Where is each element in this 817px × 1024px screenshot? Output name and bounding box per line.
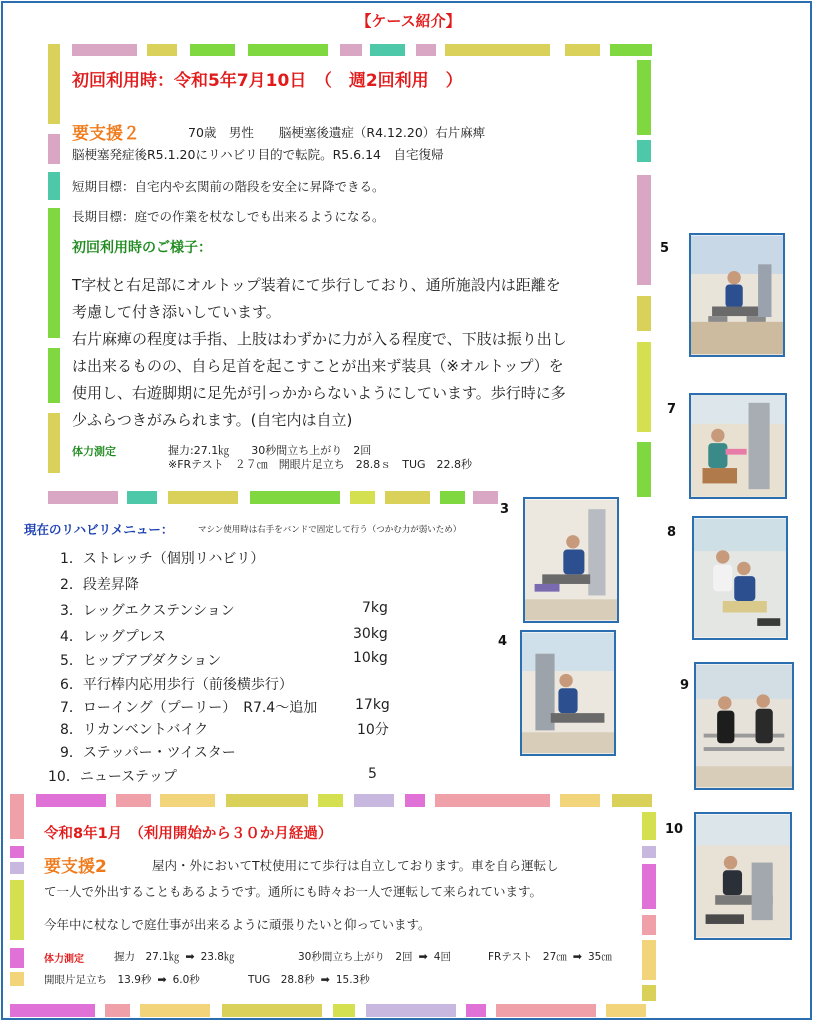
fitness-label-initial: 体力測定 (72, 445, 116, 458)
menu-item (60, 650, 221, 670)
menu-item-value: 10kg (353, 650, 388, 666)
menu-item (60, 626, 166, 646)
care-level-initial: 要支援２ (72, 124, 140, 144)
menu-item-number: 7． (60, 700, 83, 716)
photo-number: 4 (498, 634, 508, 649)
menu-item (60, 548, 264, 568)
menu-item (60, 697, 317, 717)
condition-line: 使用し、右遊脚期に足先が引っかからないようにしています。歩行時に多 (72, 384, 566, 402)
fr-measure (488, 949, 612, 964)
photo-leg-extension (523, 497, 619, 623)
photo-number: 5 (660, 241, 670, 256)
fr-before: FRテスト 27㎝ (488, 951, 567, 963)
menu-item-number: 1． (60, 551, 83, 567)
arrow-icon: ➡ (157, 973, 167, 986)
menu-item-value: 5 (368, 766, 377, 782)
fitness-initial-line2: ※FRテスト ２７㎝ 開眼片足立ち 28.8ｓ TUG 22.8秒 (168, 458, 473, 471)
menu-item-value: 7kg (362, 600, 388, 616)
menu-item (60, 600, 235, 620)
condition-heading: 初回利用時のご様子： (72, 240, 212, 256)
menu-item-name: ストレッチ（個別リハビリ） (82, 551, 265, 567)
grip-measure (114, 949, 235, 964)
stand-after: 4回 (433, 951, 451, 963)
arrow-icon: ➡ (418, 950, 428, 963)
photo-number: 3 (500, 502, 510, 517)
menu-item-number: 9． (60, 745, 83, 761)
menu-item-number: 6． (60, 677, 83, 693)
one-leg-before: 開眼片足立ち 13.9秒 (44, 974, 152, 986)
photo-recumbent-bike (692, 516, 788, 640)
menu-item-value: 10分 (357, 722, 389, 738)
fr-after: 35㎝ (588, 951, 612, 963)
page-title: 【ケース紹介】 (356, 12, 461, 30)
menu-note: マシン使用時は右手をバンドで固定して行う（つかむ力が弱いため） (198, 525, 462, 535)
menu-item-value: 17kg (355, 697, 390, 713)
current-line2: て一人で外出することもあるようです。通所にも時々お一人で運転して来られています。 (44, 884, 543, 899)
long-term-goal: 長期目標：庭での作業を杖なしでも出来るようになる。 (72, 209, 385, 224)
condition-line: は出来るものの、自ら足首を起こすことが出来ず装具（※オルトップ）を (72, 357, 564, 375)
photo-number: 8 (667, 525, 677, 540)
menu-item-name: ヒップアブダクション (82, 653, 222, 669)
current-heading: 令和8年1月 （利用開始から３０か月経過） (44, 826, 333, 842)
history-text: 脳梗塞発症後R5.1.20にリハビリ目的で転院。R5.6.14 自宅復帰 (72, 147, 444, 162)
condition-line: T字杖と右足部にオルトップ装着にて歩行しており、通所施設内は距離を (72, 276, 561, 294)
tug-after: 15.3秒 (335, 974, 370, 986)
photo-number: 10 (665, 822, 684, 837)
photo-number: 9 (680, 678, 690, 693)
current-line3: 今年中に杖なしで庭仕事が出来るように頑張りたいと仰っています。 (44, 917, 431, 932)
photo-leg-press (520, 630, 616, 756)
tug-before: TUG 28.8秒 (248, 974, 315, 986)
menu-item-name: リカンベントバイク (82, 722, 209, 738)
photo-number: 7 (667, 402, 677, 417)
menu-item (60, 574, 139, 594)
arrow-icon: ➡ (572, 950, 582, 963)
menu-heading: 現在のリハビリメニュー： (24, 522, 174, 537)
one-leg-after: 6.0秒 (172, 974, 200, 986)
photo-hip-abduction (689, 233, 785, 357)
photo-parallel-bars (694, 662, 794, 790)
care-level-current: 要支援2 (44, 857, 107, 877)
stand-before: 30秒間立ち上がり 2回 (298, 951, 413, 963)
current-line1: 屋内・外においてT杖使用にて歩行は自立しております。車を自ら運転し (152, 858, 559, 873)
menu-item (48, 766, 177, 786)
menu-item-number: 10． (48, 769, 80, 785)
photo-rowing (689, 393, 787, 499)
grip-after: 23.8㎏ (200, 951, 235, 963)
menu-item-name: ローイング（プーリー） R7.4～追加 (82, 700, 318, 716)
menu-item-number: 4． (60, 629, 83, 645)
arrow-icon: ➡ (320, 973, 330, 986)
condition-line: 少ふらつきがみられます。(自宅内は自立) (72, 411, 353, 429)
short-term-goal: 短期目標：自宅内や玄関前の階段を安全に昇降できる。 (72, 179, 385, 194)
menu-item (60, 742, 236, 762)
menu-item-number: 2． (60, 577, 83, 593)
grip-before: 握力 27.1㎏ (114, 951, 180, 963)
photo-new-step (694, 812, 792, 940)
condition-line: 右片麻痺の程度は手指、上肢はわずかに力が入る程度で、下肢は振り出し (72, 330, 567, 348)
menu-item-name: レッグプレス (82, 629, 166, 645)
profile-text: 70歳 男性 脳梗塞後遺症（R4.12.20）右片麻痺 (188, 125, 486, 140)
stand-measure (298, 949, 451, 964)
arrow-icon: ➡ (185, 950, 195, 963)
fitness-label-current: 体力測定 (44, 954, 84, 965)
menu-item-number: 8． (60, 722, 83, 738)
one-leg-measure (44, 972, 200, 987)
tug-measure (248, 972, 370, 987)
first-visit-heading: 初回利用時：令和5年7月10日 （ 週2回利用 ） (72, 71, 463, 91)
menu-item (60, 719, 208, 739)
menu-item-number: 5． (60, 653, 83, 669)
menu-item-name: 平行棒内応用歩行（前後横歩行） (82, 677, 293, 693)
condition-line: 考慮して付き添いしています。 (72, 303, 281, 321)
menu-item-name: ステッパー・ツイスター (82, 745, 236, 761)
menu-item-name: レッグエクステンション (82, 603, 235, 619)
menu-item-value: 30kg (353, 626, 388, 642)
menu-item-name: ニューステップ (79, 769, 177, 785)
fitness-initial-line1: 握力:27.1㎏ 30秒間立ち上がり 2回 (168, 444, 372, 457)
menu-item-name: 段差昇降 (82, 577, 139, 593)
menu-item-number: 3． (60, 603, 83, 619)
menu-item (60, 674, 293, 694)
